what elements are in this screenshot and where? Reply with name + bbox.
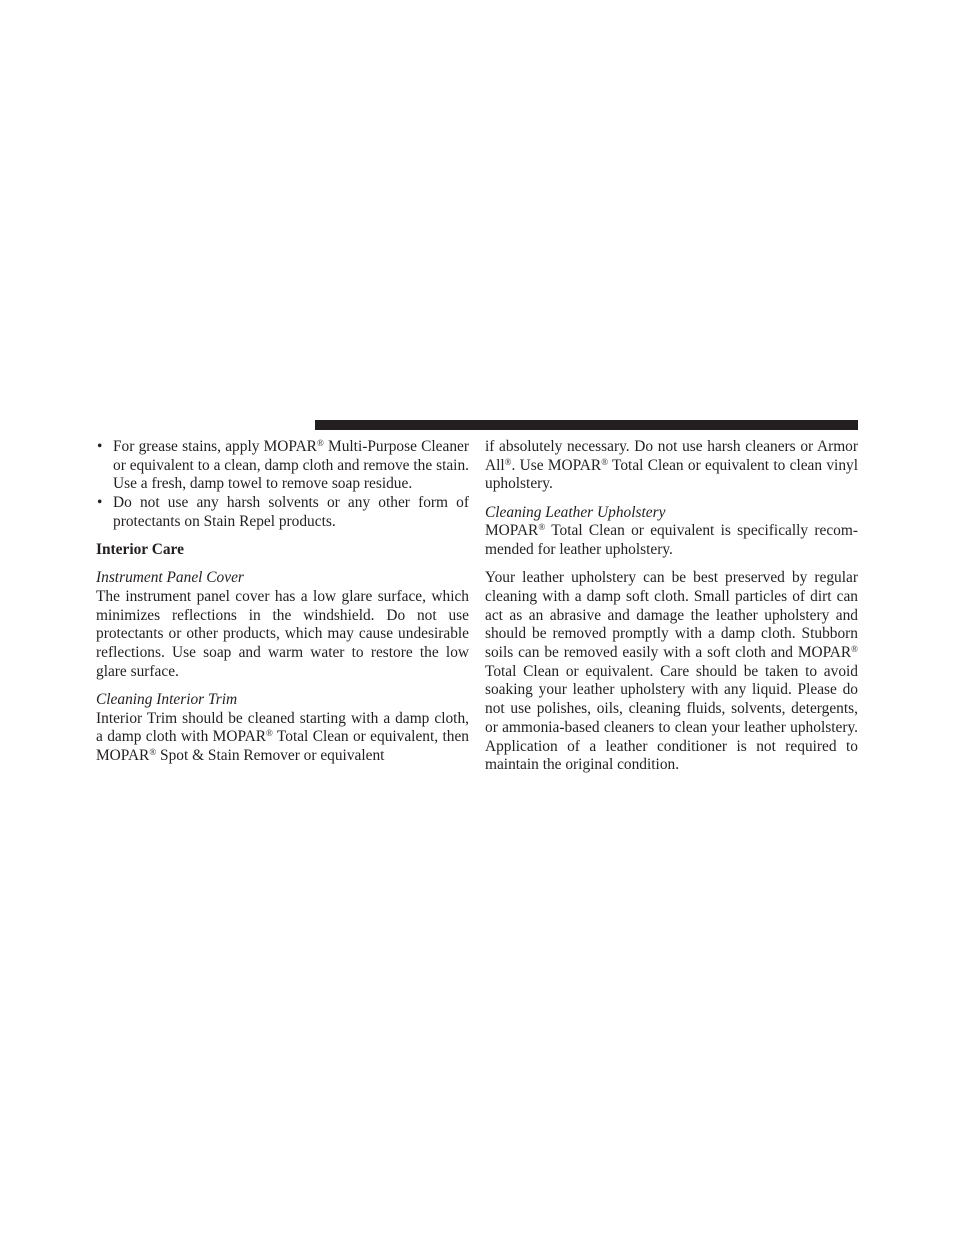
- interior-trim-continued-text: if absolutely necessary. Do not use harsh cleaners or Armor All®. Use MOPAR® Total Clean or equivalent to clean vinyl upholstery.: [485, 438, 858, 493]
- left-column: [96, 438, 469, 766]
- interior-trim-text: Interior Trim should be cleaned starting with a damp cloth, a damp cloth with MOPAR® Total Clean or equivalent, then MOPAR® Spot & Stain Remover or equivalent: [96, 709, 469, 765]
- leather-care-text: Your leather upholstery can be best preserved by regular cleaning with a damp soft cloth. Small particles of dirt can act as an abrasive and damage the leather upholstery and should be removed promptly with a damp cloth. Stubborn soils can be removed easily with a soft cloth and MOPAR® Total Clean or equivalent. Care should be taken to avoid soaking your leather upholstery with any liquid. Please do not use polishes, oils, cleaning fluids, solvents, detergents, or ammonia-based cleaners to clean your leather upholstery. Application of a leather conditioner is not required to maintain the original condition.: [485, 569, 858, 774]
- bullet-dot-icon: •: [97, 438, 103, 455]
- interior-trim-heading: Cleaning Interior Trim: [96, 690, 238, 708]
- right-column: [485, 438, 858, 775]
- leather-intro-text: MOPAR® Total Clean or equivalent is specifically recommended for leather upholstery.: [485, 522, 858, 559]
- instrument-panel-text: The instrument panel cover has a low glare surface, which minimizes reflections in the windshield. Do not use protectants or other products, which may cause undesirable reflections. Use soap and warm water to restore the low glare surface.: [96, 587, 469, 680]
- bullet-harsh-solvents: • Do not use any harsh solvents or any other form of protectants on Stain Repel products.: [97, 494, 469, 530]
- interior-care-heading: Interior Care: [96, 541, 184, 559]
- bullet-grease-stains: • For grease stains, apply MOPAR® Multi-Purpose Cleaner or equivalent to a clean, damp cloth and remove the stain. Use a fresh, damp towel to remove soap residue.: [97, 438, 469, 493]
- bullet-dot-icon: •: [97, 494, 103, 512]
- header-rule: [315, 420, 858, 430]
- leather-upholstery-heading: Cleaning Leather Upholstery: [485, 503, 666, 521]
- instrument-panel-heading: Instrument Panel Cover: [96, 569, 244, 587]
